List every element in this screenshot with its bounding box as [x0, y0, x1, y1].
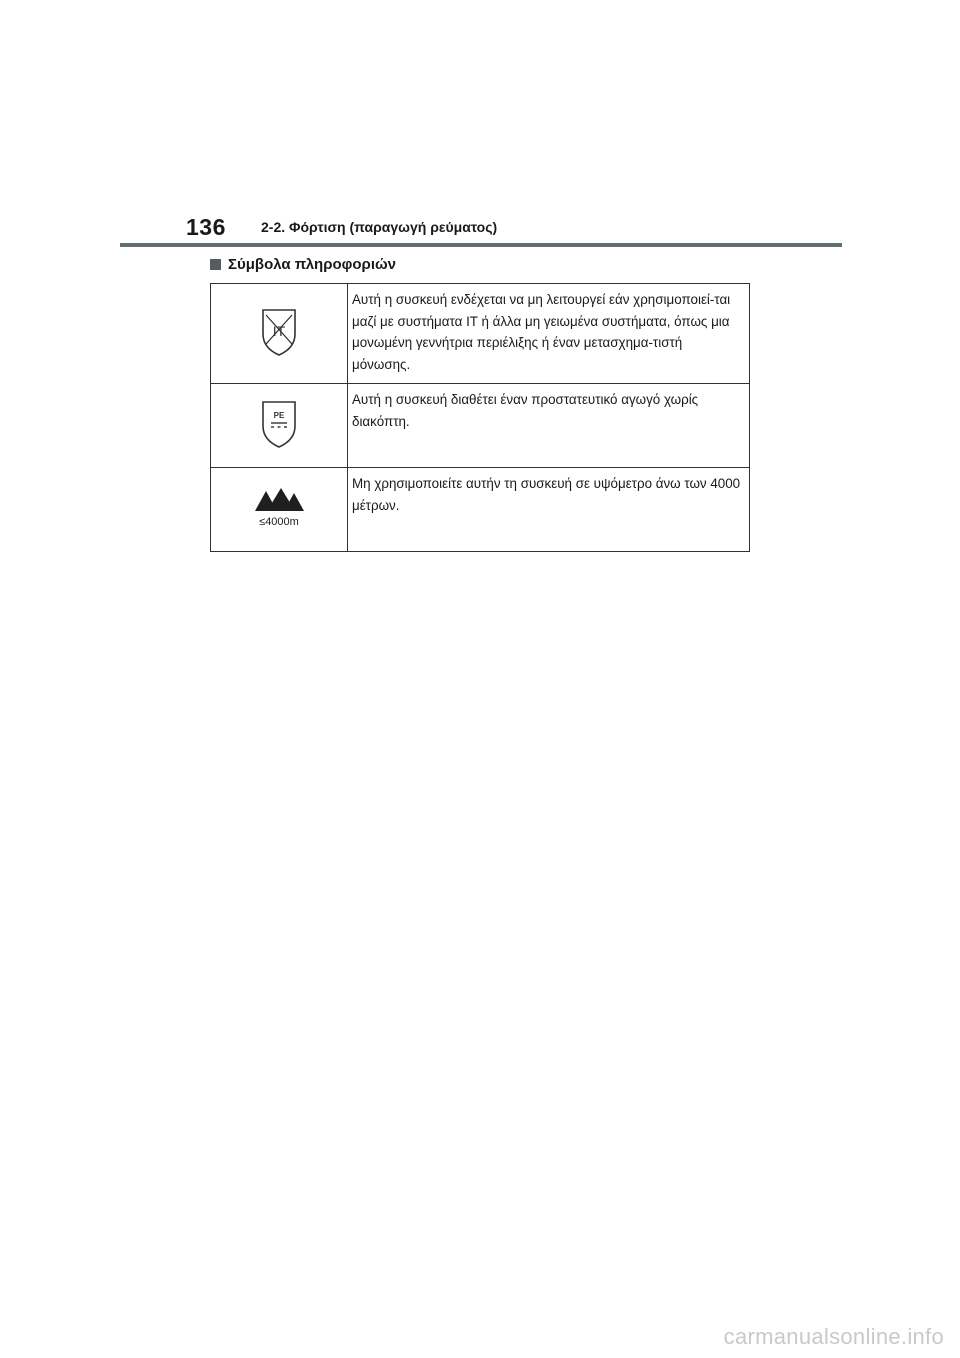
symbol-cell: [211, 384, 348, 468]
symbol-description: Αυτή η συσκευή διαθέτει έναν προστατευτικό αγωγό χωρίς διακόπτη.: [348, 384, 750, 468]
symbol-cell: [211, 468, 348, 552]
section-heading: [210, 256, 396, 273]
symbol-description: Μη χρησιμοποιείτε αυτήν τη συσκευή σε υψόμετρο άνω των 4000 μέτρων.: [348, 468, 750, 552]
it-icon-label: IT: [272, 323, 286, 339]
information-symbols-table: [210, 283, 750, 552]
header-divider: [120, 243, 842, 247]
table-row: [211, 284, 750, 384]
square-bullet-icon: [210, 259, 221, 270]
symbol-description: Αυτή η συσκευή ενδέχεται να μη λειτουργεί εάν χρησιμοποιεί-ται μαζί με συστήματα IT ή άλλα μη γειωμένα συστήματα, όπως μια μονωμένη γεννήτρια περιέλιξης ή έναν μετασχημα-τιστή μόνωσης.: [348, 284, 750, 384]
watermark: carmanualsonline.info: [723, 1324, 944, 1349]
it-system-prohibited-icon: [259, 304, 299, 358]
altitude-limit-icon: [251, 485, 307, 529]
section-heading-text: Σύμβολα πληροφοριών: [228, 256, 397, 273]
protective-earth-conductor-icon: [259, 396, 299, 450]
page-number: 136: [186, 214, 226, 240]
chapter-title: 2-2. Φόρτιση (παραγωγή ρεύματος): [261, 219, 498, 235]
table-row: [211, 468, 750, 552]
symbol-cell: [211, 284, 348, 384]
table-row: [211, 384, 750, 468]
pe-icon-label: PE: [273, 411, 285, 420]
altitude-icon-label: ≤4000m: [259, 516, 299, 528]
